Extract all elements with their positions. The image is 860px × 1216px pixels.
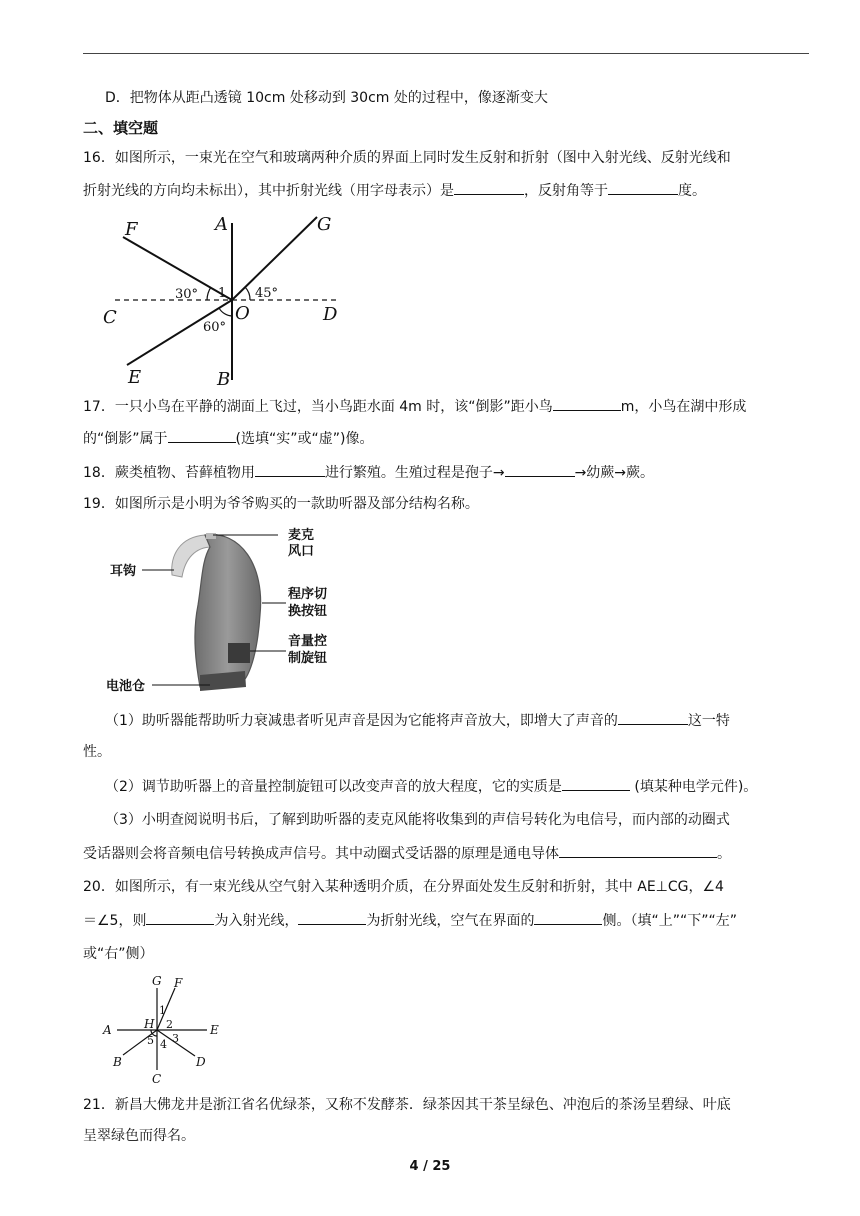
label-g: G (152, 974, 162, 988)
label-program-1: 程序切 (288, 587, 328, 602)
q20-line2: ＝∠5，则 为入射光线， 为折射光线，空气在界面的 侧。（填“上”“下”“左” (83, 910, 737, 931)
q19-blank1[interactable] (618, 710, 688, 725)
q20-blank1[interactable] (146, 910, 214, 925)
q19-part1-line2: 性。 (83, 744, 111, 760)
volume-knob (228, 643, 250, 663)
figure-q19-hearing-aid (100, 525, 350, 700)
q19-blank3[interactable] (559, 843, 717, 858)
option-d-q15: D．把物体从距凸透镜 10cm 处移动到 30cm 处的过程中，像逐渐变大 (105, 90, 548, 106)
angle-3: 3 (172, 1032, 179, 1045)
q16-blank1[interactable] (454, 180, 524, 195)
device-body (195, 535, 261, 687)
q20-line1: 20．如图所示，有一束光线从空气射入某种透明介质，在分界面处发生反射和折射，其中 AE⊥CG，∠4 (83, 879, 724, 895)
header-rule (83, 53, 809, 54)
angle-45: 45° (255, 286, 279, 301)
angle-1: 1 (159, 1004, 166, 1017)
q18-blank1[interactable] (255, 462, 325, 477)
page-number: 4 / 25 (409, 1159, 451, 1174)
label-f: F (125, 219, 138, 240)
label-c: C (152, 1072, 162, 1086)
q19-part2: （2）调节助听器上的音量控制旋钮可以改变声音的放大程度，它的实质是 (填某种电学元件)。 (105, 776, 757, 797)
q19-part3-line2: 受话器则会将音频电信号转换成声信号。其中动圈式受话器的原理是通电导体 。 (83, 843, 731, 864)
q16-line1: 16．如图所示，一束光在空气和玻璃两种介质的界面上同时发生反射和折射（图中入射光线、反射光线和 (83, 150, 731, 166)
label-o: O (235, 303, 250, 324)
angle-5: 5 (147, 1034, 154, 1047)
q20-line3: 或“右”侧） (83, 946, 154, 962)
figure-q20-refraction (95, 970, 235, 1090)
mic-port (206, 533, 216, 539)
label-e: E (210, 1023, 219, 1037)
q19-intro: 19．如图所示是小明为爷爷购买的一款助听器及部分结构名称。 (83, 496, 479, 512)
label-e: E (128, 367, 142, 388)
label-g: G (317, 214, 332, 235)
q18-blank2[interactable] (505, 462, 575, 477)
label-b: B (217, 369, 231, 390)
label-volume-2: 制旋钮 (288, 651, 328, 666)
q17-blank2[interactable] (168, 428, 236, 443)
label-d: D (196, 1055, 206, 1069)
angle-60: 60° (203, 320, 227, 335)
angle-4: 4 (160, 1038, 167, 1051)
angle-1: 1 (218, 286, 227, 301)
label-d: D (323, 304, 338, 325)
q20-blank2[interactable] (298, 910, 366, 925)
label-volume-1: 音量控 (288, 634, 328, 649)
q17-line2: 的“倒影”属于 (选填“实”或“虚”)像。 (83, 428, 373, 449)
q18-line: 18．蕨类植物、苔藓植物用 进行繁殖。生殖过程是孢子→ →幼蕨→蕨。 (83, 462, 654, 483)
label-b: B (113, 1055, 122, 1069)
q16-blank2[interactable] (608, 180, 678, 195)
label-c: C (103, 307, 117, 328)
q19-blank2[interactable] (562, 776, 630, 791)
q20-blank3[interactable] (534, 910, 602, 925)
section-title: 二、填空题 (83, 119, 159, 137)
q16-line2: 折射光线的方向均未标出），其中折射光线（用字母表示）是 ，反射角等于 度。 (83, 180, 706, 201)
label-mic-2: 风口 (288, 544, 315, 559)
label-mic-1: 麦克 (288, 528, 315, 543)
label-ear-hook: 耳钩 (110, 564, 137, 579)
label-program-2: 换按钮 (288, 604, 328, 619)
figure-q16-light-diagram (95, 205, 355, 390)
label-a: A (103, 1023, 112, 1037)
label-f: F (174, 976, 183, 990)
angle-2: 2 (166, 1018, 173, 1031)
label-a: A (215, 214, 228, 235)
angle-30: 30° (175, 287, 199, 302)
q19-part3-line1: （3）小明查阅说明书后，了解到助听器的麦克风能将收集到的声信号转化为电信号，而内部的动圈式 (105, 812, 730, 828)
q21-line1: 21．新昌大佛龙井是浙江省名优绿茶，又称不发酵茶．绿茶因其干茶呈绿色、冲泡后的茶汤呈碧绿、叶底 (83, 1097, 731, 1113)
label-battery: 电池仓 (106, 679, 146, 694)
q17-blank1[interactable] (553, 396, 621, 411)
label-h: H (144, 1017, 155, 1031)
q19-part1-line1: （1）助听器能帮助听力衰减患者听见声音是因为它能将声音放大，即增大了声音的 这一特 (105, 710, 730, 731)
q21-line2: 呈翠绿色而得名。 (83, 1128, 195, 1144)
q17-line1: 17．一只小鸟在平静的湖面上飞过，当小鸟距水面 4m 时，该“倒影”距小鸟 m，小鸟在湖中形成 (83, 396, 746, 417)
